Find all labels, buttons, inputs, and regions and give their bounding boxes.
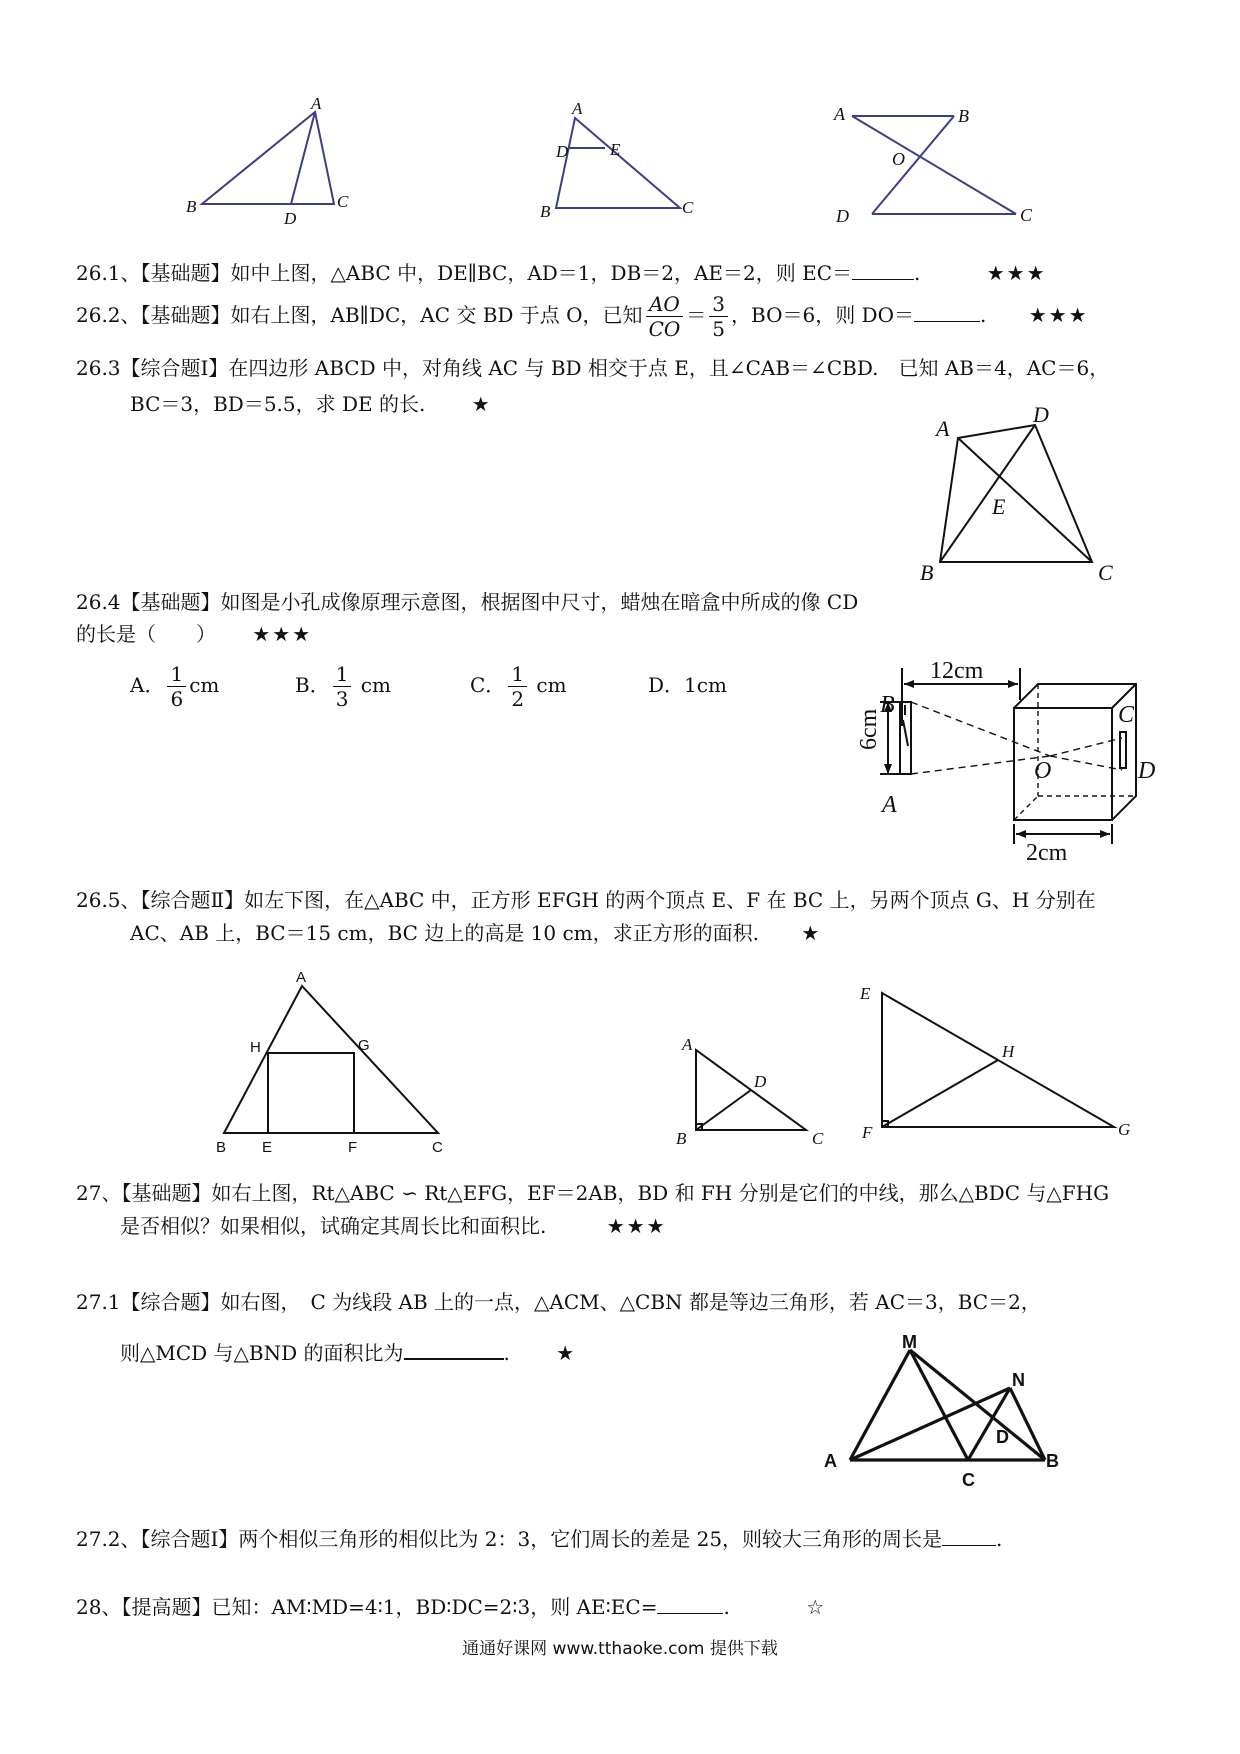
label-b: B bbox=[920, 560, 934, 585]
question-27-1-line2: 则△MCD 与△BND 的面积比为 . ★ bbox=[120, 1341, 577, 1365]
label-d: D bbox=[996, 1427, 1009, 1447]
label-f: F bbox=[348, 1139, 358, 1156]
answer-blank bbox=[657, 1595, 723, 1614]
answer-blank bbox=[942, 1527, 996, 1546]
label-h: H bbox=[1002, 1042, 1015, 1061]
difficulty-stars: ★★★ bbox=[986, 261, 1047, 285]
figure-triangle-de-parallel bbox=[540, 100, 700, 220]
page-footer: 通通好课网 www.tthaoke.com 提供下载 bbox=[462, 1639, 778, 1659]
label-g: G bbox=[358, 1037, 370, 1054]
figure-square-in-triangle bbox=[210, 968, 460, 1158]
difficulty-stars: ★ bbox=[471, 392, 492, 416]
label-n: N bbox=[1012, 1370, 1025, 1390]
fraction-1-3: $\frac{1}{3}$ bbox=[333, 662, 352, 711]
option-a[interactable]: A． $\frac{1}{6}$ cm bbox=[130, 662, 220, 711]
dimension-2cm: 2cm bbox=[1026, 840, 1068, 866]
answer-blank bbox=[852, 261, 914, 280]
label-a: A bbox=[824, 1451, 837, 1471]
label-e: E bbox=[262, 1139, 273, 1156]
label-c: C bbox=[812, 1129, 824, 1148]
label-a: A bbox=[572, 99, 583, 118]
label-d: D bbox=[1138, 758, 1156, 784]
label-a: A bbox=[296, 969, 307, 986]
label-e: E bbox=[610, 140, 621, 159]
label-c: C bbox=[432, 1139, 443, 1156]
fraction-1-6: $\frac{1}{6}$ bbox=[167, 662, 186, 711]
option-c[interactable]: C． $\frac{1}{2}$ cm bbox=[470, 662, 567, 711]
difficulty-stars: ★★★ bbox=[252, 622, 313, 646]
label-o: O bbox=[892, 149, 905, 169]
question-26-1: 26.1、【基础题】如中上图，△ABC 中，DE∥BC，AD＝1，DB＝2，AE＝2，则 EC＝ . ★★★ bbox=[76, 261, 1047, 285]
question-26-4-line2: 的长是（ ） ★★★ bbox=[76, 622, 313, 646]
difficulty-stars: ★ bbox=[801, 921, 822, 945]
label-b: B bbox=[676, 1129, 687, 1148]
label-b: B bbox=[540, 202, 551, 221]
label-c: C bbox=[1118, 702, 1135, 728]
label-d: D bbox=[754, 1072, 767, 1091]
label-a: A bbox=[311, 94, 322, 113]
fraction-ao-co: $\frac{AO}{CO}$ bbox=[646, 292, 684, 341]
question-26-3-line2: BC＝3，BD＝5.5，求 DE 的长. ★ bbox=[130, 392, 492, 416]
label-h: H bbox=[250, 1039, 261, 1056]
figure-hourglass bbox=[830, 100, 1050, 225]
question-28: 28、【提高题】已知：AM∶MD=4∶1，BD∶DC=2∶3，则 AE∶EC= . ☆ bbox=[76, 1595, 825, 1619]
question-27-line2: 是否相似？如果相似，试确定其周长比和面积比. ★★★ bbox=[120, 1214, 667, 1238]
label-c: C bbox=[682, 198, 694, 217]
option-b[interactable]: B． $\frac{1}{3}$ cm bbox=[295, 662, 391, 711]
label-b: B bbox=[880, 692, 895, 718]
label-a: A bbox=[882, 792, 897, 818]
label-e: E bbox=[860, 984, 871, 1003]
question-26-5-line1: 26.5、【综合题Ⅱ】如左下图，在△ABC 中，正方形 EFGH 的两个顶点 E、F 在 BC 上，另两个顶点 G、H 分别在 bbox=[76, 888, 1096, 912]
difficulty-stars: ★ bbox=[556, 1341, 577, 1365]
label-b: B bbox=[1046, 1451, 1059, 1471]
question-26-2: 26.2、【基础题】如右上图，AB∥DC，AC 交 BD 于点 O，已知 $\frac{AO}{CO}$ ＝ $\frac{3}{5}$ ，BO＝6，则 DO＝ . ★★★ bbox=[76, 292, 1089, 341]
dimension-6cm: 6cm bbox=[856, 708, 882, 750]
question-26-4-line1: 26.4【基础题】如图是小孔成像原理示意图，根据图中尺寸，蜡烛在暗盒中所成的像 CD bbox=[76, 590, 859, 614]
label-c: C bbox=[962, 1470, 975, 1490]
label-d: D bbox=[836, 206, 849, 226]
label-d: D bbox=[284, 209, 297, 228]
figure-quadrilateral bbox=[920, 400, 1130, 585]
figure-equilateral-triangles bbox=[820, 1330, 1070, 1490]
question-27-1-line1: 27.1【综合题】如右图， C 为线段 AB 上的一点，△ACM、△CBN 都是等边三角形，若 AC＝3，BC＝2， bbox=[76, 1290, 1041, 1314]
figure-large-right-triangle bbox=[850, 985, 1140, 1145]
label-f: F bbox=[862, 1123, 873, 1142]
figure-small-right-triangle bbox=[668, 1030, 838, 1148]
label-b: B bbox=[216, 1139, 227, 1156]
difficulty-stars: ★★★ bbox=[1028, 303, 1089, 327]
label-m: M bbox=[902, 1332, 917, 1352]
fraction-1-2: $\frac{1}{2}$ bbox=[508, 662, 527, 711]
question-27-line1: 27、【基础题】如右上图，Rt△ABC ∽ Rt△EFG，EF＝2AB，BD 和 FH 分别是它们的中线，那么△BDC 与△FHG bbox=[76, 1181, 1110, 1205]
dimension-12cm: 12cm bbox=[930, 658, 984, 684]
difficulty-stars: ★★★ bbox=[606, 1214, 667, 1238]
answer-blank bbox=[404, 1340, 504, 1360]
question-26-3-line1: 26.3【综合题Ⅰ】在四边形 ABCD 中，对角线 AC 与 BD 相交于点 E，且∠CAB＝∠CBD. 已知 AB＝4，AC＝6， bbox=[76, 356, 1110, 380]
figure-triangle-abd bbox=[180, 94, 370, 228]
label-d: D bbox=[1033, 402, 1049, 427]
option-d[interactable]: D．1cm bbox=[648, 673, 727, 697]
label-e: E bbox=[992, 494, 1006, 519]
label-c: C bbox=[1020, 205, 1033, 225]
label-o: O bbox=[1034, 758, 1052, 784]
label-c: C bbox=[1098, 560, 1113, 585]
difficulty-stars: ☆ bbox=[806, 1595, 825, 1619]
question-27-2: 27.2、【综合题Ⅰ】两个相似三角形的相似比为 2：3，它们周长的差是 25，则较大三角形的周长是 . bbox=[76, 1527, 1003, 1551]
fraction-3-5: $\frac{3}{5}$ bbox=[709, 292, 728, 341]
figure-pinhole-camera bbox=[840, 658, 1160, 866]
label-a: A bbox=[834, 104, 845, 124]
label-a: A bbox=[936, 416, 950, 441]
label-d: D bbox=[556, 142, 569, 161]
label-g: G bbox=[1118, 1120, 1131, 1139]
label-c: C bbox=[337, 192, 349, 211]
label-b: B bbox=[958, 106, 969, 126]
answer-blank bbox=[914, 303, 980, 322]
question-26-5-line2: AC、AB 上，BC＝15 cm，BC 边上的高是 10 cm，求正方形的面积. ★ bbox=[130, 921, 822, 945]
label-a: A bbox=[682, 1035, 693, 1054]
label-b: B bbox=[186, 197, 197, 216]
